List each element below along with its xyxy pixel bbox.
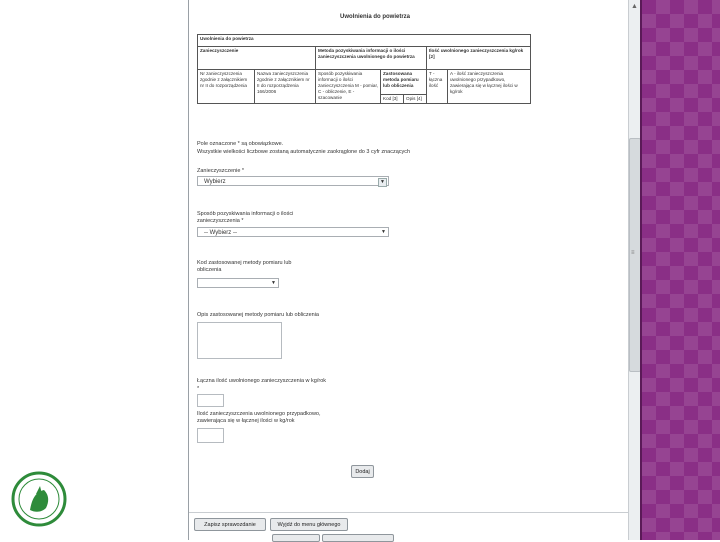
table-header-method: Metoda pozyskiwania informacji o ilości zanieczyszczenia uwolnionego do powietrza <box>316 47 427 70</box>
accidental-input[interactable] <box>197 428 224 443</box>
table-header-amount: Ilość uwolnionego zanieczyszczenia kg/rok [2] <box>427 47 531 70</box>
scroll-up-arrow-icon[interactable]: ▲ <box>631 3 638 10</box>
method-label <box>197 211 389 225</box>
applied-method-label <box>197 260 342 274</box>
applied-method-select[interactable] <box>197 278 279 288</box>
chevron-down-icon[interactable]: ▼ <box>378 178 387 187</box>
total-required-mark: * <box>197 386 200 392</box>
applied-method-label-line2: obliczenia <box>197 267 222 273</box>
pollutant-select-value: Wybierz <box>204 179 226 185</box>
table-subheader-accidental: A - ilość zanieczyszczenia uwolnionego przypadkowo, zawierająca się w łącznej ilości w kg/rok <box>448 70 531 104</box>
save-report-button[interactable]: Zapisz sprawozdanie <box>194 518 266 531</box>
table-subheader-total: T - łączna ilość <box>427 70 448 104</box>
desc-label: Opis zastosowanej metody pomiaru lub obliczenia <box>197 312 319 318</box>
total-input[interactable] <box>197 394 224 407</box>
table-header-pollutant: Zanieczyszczenie <box>198 47 316 70</box>
pollutant-select[interactable] <box>197 176 389 186</box>
decorative-side-band <box>642 0 720 540</box>
institution-logo <box>10 470 68 528</box>
applied-method-label-line1: Kod zastosowanej metody pomiaru lub <box>197 260 292 266</box>
page-heading: Uwolnienia do powietrza <box>340 14 411 20</box>
accidental-label-line2: zawierająca się w łącznej ilości w kg/rok <box>197 418 295 424</box>
desc-textarea[interactable] <box>197 322 282 359</box>
emissions-table <box>197 34 531 104</box>
accidental-label-line1: Ilość zanieczyszczenia uwolnionego przypadkowo, <box>197 411 321 417</box>
total-label: Łączna ilość uwolnionego zanieczyszczenia w kg/rok <box>197 378 327 384</box>
chevron-down-icon[interactable]: ▼ <box>381 229 386 235</box>
bottom-button-partial-2[interactable] <box>322 534 394 542</box>
table-subheader-name: Nazwa zanieczyszczenia zgodnie z załącznikiem nr II do rozporządzenia 166/2006 <box>255 70 316 104</box>
frame-border <box>188 0 189 540</box>
table-subheader-number: Nr zanieczyszczenia zgodnie z załącznikiem nr II do rozporządzenia <box>198 70 255 104</box>
table-subheader-applied-method: Zastosowana metoda pomiaru lub obliczenia <box>381 70 427 95</box>
add-button[interactable]: Dodaj <box>351 465 374 478</box>
table-section-title: Uwolnienia do powietrza <box>198 35 531 47</box>
scroll-grip-icon: ≡ <box>631 250 635 256</box>
method-select[interactable] <box>197 227 389 237</box>
exit-to-menu-button[interactable]: Wyjdź do menu głównego <box>270 518 348 531</box>
table-subheader-desc: Opis [4] <box>404 95 427 104</box>
method-label-line1: Sposób pozyskiwania informacji o ilości <box>197 211 294 217</box>
chevron-down-icon[interactable]: ▼ <box>271 280 276 286</box>
accidental-label <box>197 411 321 425</box>
required-note-line1: Pole oznaczone * są obowiązkowe. <box>197 141 284 147</box>
method-label-line2: zanieczyszczenia * <box>197 218 244 224</box>
table-subheader-code: Kod [3] <box>381 95 404 104</box>
pollutant-label: Zanieczyszczenie * <box>197 168 245 174</box>
table-subheader-method-info: Sposób pozyskiwania informacji o ilości zanieczyszczenia M - pomiar, C - obliczenie, E - szacowanie <box>316 70 381 104</box>
footer-divider <box>189 512 629 513</box>
required-note-line2: Wszystkie wielkości liczbowe zostaną automatycznie zaokrąglone do 3 cyfr znaczących <box>197 149 411 155</box>
required-note <box>197 140 410 156</box>
bottom-button-partial-1[interactable] <box>272 534 320 542</box>
method-select-value: -- Wybierz -- <box>204 230 237 236</box>
